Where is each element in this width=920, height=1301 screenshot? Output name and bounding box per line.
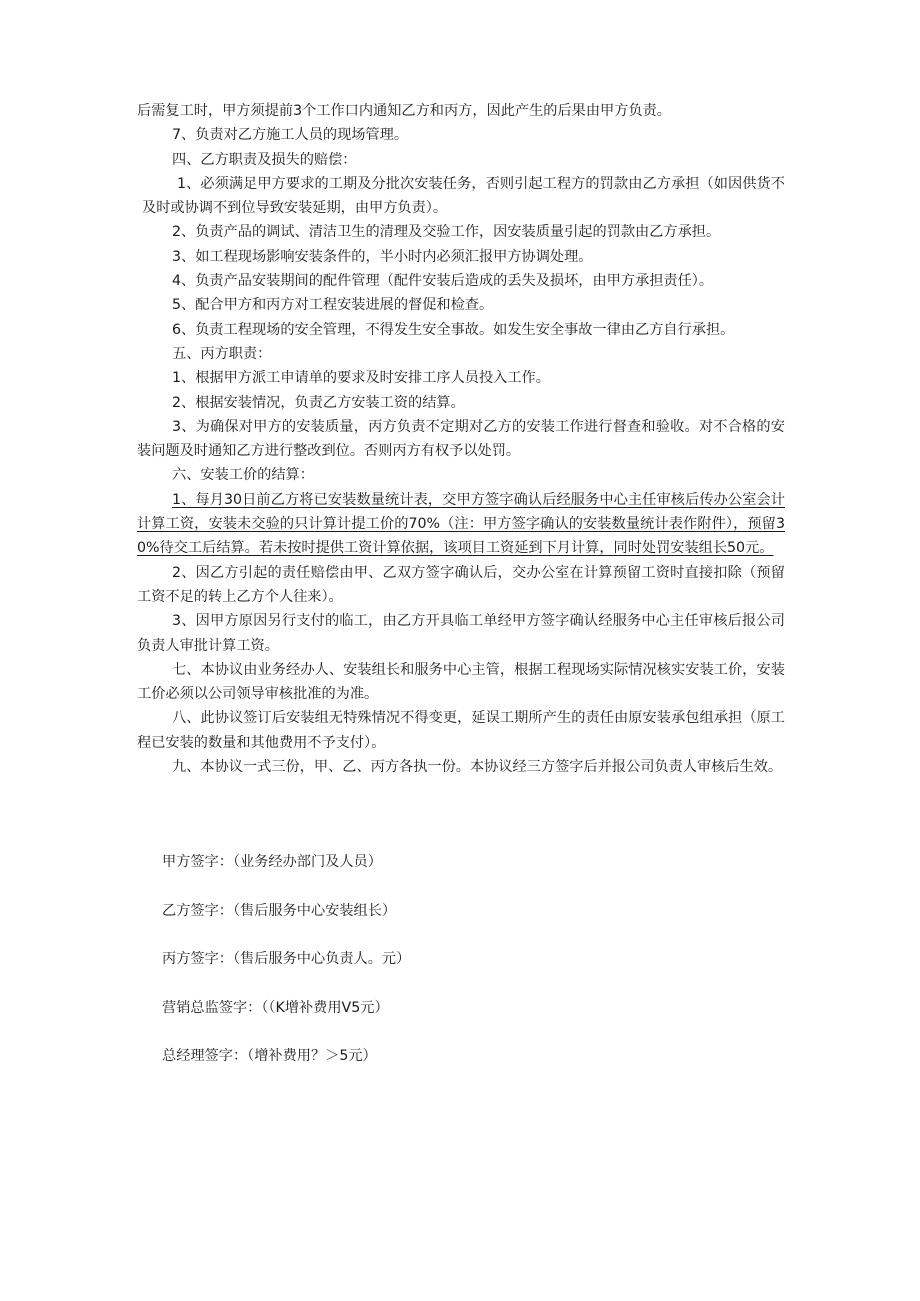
section-9: 九、本协议一式三份，甲、乙、丙方各执一份。本协议经三方签字后并报公司负责人审核后生效。 (172, 759, 783, 776)
paragraph-5-1: 1、根据甲方派工申请单的要求及时安排工序人员投入工作。 (172, 370, 550, 387)
paragraph-continuation: 后需复工时，甲方须提前3个工作口内通知乙方和丙方，因此产生的后果由甲方负责。 (137, 103, 671, 119)
paragraph-5-2: 2、根据安装情况，负责乙方安装工资的结算。 (172, 394, 465, 411)
section-heading-6: 六、安装工价的结算： (172, 467, 314, 484)
paragraph-5-3: 3、为确保对甲方的安装质量，丙方负责不定期对乙方的安装工作进行督查和验收。对不合格的安装问题及时通知乙方进行整改到位。否则丙方有权予以处罚。 (137, 418, 785, 460)
paragraph-4-5: 5、配合甲方和丙方对工程安装进展的督促和检查。 (172, 297, 494, 314)
paragraph-4-6: 6、负责工程现场的安全管理，不得发生安全事故。如发生安全事故一律由乙方自行承担。 (172, 321, 735, 338)
section-7: 七、本协议由业务经办人、安装组长和服务中心主管，根据工程现场实际情况核实安装工价，安装工价必须以公司领导审核批准的为准。 (137, 661, 785, 703)
paragraph-6-3: 3、因甲方原因另行支付的临工，由乙方开具临工单经甲方签字确认经服务中心主任审核后报公司负责人审批计算工资。 (137, 613, 785, 654)
signature-general-manager: 总经理签字：（增补费用？＞5元） (162, 1048, 377, 1064)
paragraph-4-4: 4、负责产品安装期间的配件管理（配件安装后造成的丢失及损坏，由甲方承担责任）。 (172, 273, 714, 290)
signature-party-b: 乙方签字：（售后服务中心安装组长） (162, 902, 397, 919)
signature-party-c: 丙方签字：（售后服务中心负责人。元） (162, 951, 411, 967)
paragraph-6-1-underlined: 1、每月30日前乙方将已安装数量统计表，交甲方签字确认后经服务中心主任审核后传办公室会计计算工资，安装未交验的只计算计提工价的70%（注：甲方签字确认的安装数量统计表作附件），预留30%待交工后结算。若未按时提供工资计算依据，该项目工资延到下月计算，同时处罚安装组长50元。 (137, 491, 785, 557)
paragraph-4-1: 1、必须满足甲方要求的工期及分批次安装任务，否则引起工程方的罚款由乙方承担（如因供货不及时或协调不到位导致安装延期，由甲方负责）。 (142, 175, 785, 217)
section-heading-4: 四、乙方职责及损失的赔偿： (172, 151, 357, 168)
section-heading-5: 五、丙方职责： (172, 345, 272, 362)
section-8: 八、此协议签订后安装组无特殊情况不得变更，延误工期所产生的责任由原安装承包组承担（原工程已安装的数量和其他费用不予支付）。 (137, 710, 785, 751)
signature-party-a: 甲方签字：（业务经办部门及人员） (162, 854, 382, 870)
paragraph-clause-7: 7、负责对乙方施工人员的现场管理。 (172, 127, 409, 144)
paragraph-6-2: 2、因乙方引起的责任赔偿由甲、乙双方签字确认后，交办公室在计算预留工资时直接扣除（预留工资不足的转上乙方个人往来）。 (137, 564, 785, 605)
signature-block (162, 850, 722, 1068)
paragraph-4-3: 3、如工程现场影响安装条件的，半小时内必须汇报甲方协调处理。 (172, 248, 593, 265)
agreement-body (137, 99, 785, 779)
signature-marketing-director: 营销总监签字：（（K增补费用V5元） (162, 999, 389, 1016)
paragraph-4-2: 2、负责产品的调试、清洁卫生的清理及交验工作，因安装质量引起的罚款由乙方承担。 (172, 224, 721, 241)
